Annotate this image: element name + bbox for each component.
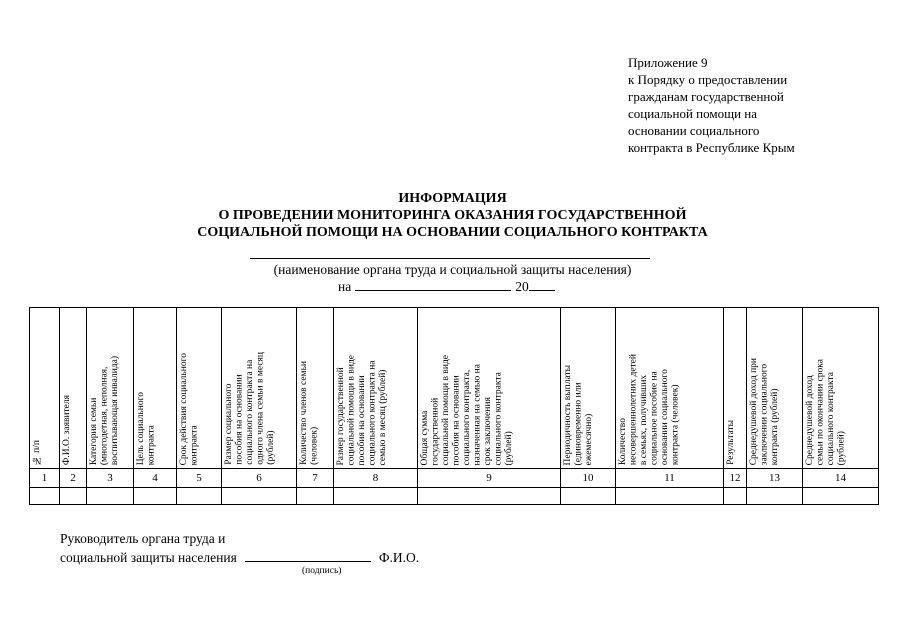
organ-caption: (наименование органа труда и социальной защиты населения) xyxy=(273,262,632,277)
data-cell xyxy=(87,488,134,505)
header-cell xyxy=(87,308,134,469)
header-cell xyxy=(134,308,177,469)
signature-blank xyxy=(245,548,371,562)
column-number: 9 xyxy=(418,469,561,488)
column-number: 14 xyxy=(803,469,879,488)
data-cell xyxy=(334,488,418,505)
header-text: Ф.И.О. заявителя xyxy=(62,394,72,465)
header-cell xyxy=(334,308,418,469)
appendix-line: социальной помощи на xyxy=(628,106,758,121)
data-cell xyxy=(747,488,803,505)
date-prefix: на xyxy=(338,279,352,294)
header-row xyxy=(30,308,879,469)
column-number: 1 xyxy=(30,469,60,488)
signature-line2-row xyxy=(60,548,419,567)
signature-line2: социальной защиты населения xyxy=(60,550,237,565)
signature-line1: Руководитель органа труда и xyxy=(60,531,226,546)
appendix-line: к Порядку о предоставлении xyxy=(628,72,788,87)
data-cell xyxy=(724,488,747,505)
header-cell xyxy=(177,308,222,469)
column-number: 4 xyxy=(134,469,177,488)
data-cell xyxy=(134,488,177,505)
header-cell xyxy=(724,308,747,469)
appendix-line: гражданам государственной xyxy=(628,89,784,104)
column-number: 13 xyxy=(747,469,803,488)
header-cell xyxy=(222,308,297,469)
date-blank xyxy=(355,277,511,291)
signature-name: Ф.И.О. xyxy=(378,550,420,565)
date-row xyxy=(338,277,555,295)
organ-name-blank xyxy=(250,258,650,259)
monitoring-table xyxy=(29,307,879,505)
column-number: 6 xyxy=(222,469,297,488)
document-title xyxy=(0,190,905,241)
header-cell xyxy=(418,308,561,469)
header-text: Цель социального контракта xyxy=(136,391,157,465)
column-number-row xyxy=(30,469,879,488)
data-cell xyxy=(616,488,724,505)
data-cell xyxy=(60,488,87,505)
column-number: 7 xyxy=(297,469,334,488)
header-cell xyxy=(60,308,87,469)
header-text: Периодичность выплаты (единовременно или ежемесячно) xyxy=(563,364,594,465)
header-text: Количество несовершеннолетних детей в семьях, получивших социальное пособие на основании социального контракта (человек) xyxy=(618,353,681,465)
data-cell xyxy=(177,488,222,505)
column-number: 2 xyxy=(60,469,87,488)
appendix-block xyxy=(628,54,888,156)
header-text: Количество членов семьи (человек) xyxy=(299,361,320,465)
data-cell xyxy=(561,488,616,505)
header-text: № п/п xyxy=(32,439,42,465)
data-cell xyxy=(803,488,879,505)
header-text: Размер социального пособия на основании социального контракта на одного члена семьи в месяц (рублей) xyxy=(224,352,276,465)
year-blank xyxy=(529,277,555,291)
header-text: Размер государственной социальной помощи в виде пособия на основании социального контракта на семью в месяц (рублей) xyxy=(336,354,388,465)
signature-block xyxy=(60,530,419,567)
column-number: 3 xyxy=(87,469,134,488)
title-line: О ПРОВЕДЕНИИ МОНИТОРИНГА ОКАЗАНИЯ ГОСУДАРСТВЕННОЙ xyxy=(218,208,687,223)
column-number: 11 xyxy=(616,469,724,488)
data-cell xyxy=(297,488,334,505)
header-text: Результаты xyxy=(726,420,736,465)
column-number: 10 xyxy=(561,469,616,488)
header-text: Среднедушевой доход семьи по окончании срока социального контракта (рублей) xyxy=(805,358,847,465)
header-text: Общая сумма государственной социальной помощи в виде пособия на основании социального контракта, назначенная на семью на срок заключения социального контракта (рублей) xyxy=(420,354,514,465)
header-text: Срок действия социального контракта xyxy=(179,352,200,465)
header-cell xyxy=(30,308,60,469)
date-year: 20 xyxy=(515,279,529,294)
header-cell xyxy=(297,308,334,469)
data-cell xyxy=(30,488,60,505)
title-line: СОЦИАЛЬНОЙ ПОМОЩИ НА ОСНОВАНИИ СОЦИАЛЬНОГО КОНТРАКТА xyxy=(197,225,708,240)
header-text: Среднедушевой доход при заключении социального контракта (рублей) xyxy=(749,357,780,465)
header-cell xyxy=(747,308,803,469)
header-text: Категория семьи (многодетная, неполная, воспитывающая инвалида) xyxy=(89,355,120,465)
title-line: ИНФОРМАЦИЯ xyxy=(398,191,507,206)
data-cell xyxy=(222,488,297,505)
column-number: 5 xyxy=(177,469,222,488)
appendix-line: Приложение 9 xyxy=(628,55,708,70)
column-number: 8 xyxy=(334,469,418,488)
header-cell xyxy=(616,308,724,469)
appendix-line: контракта в Республике Крым xyxy=(628,140,795,155)
column-number: 12 xyxy=(724,469,747,488)
data-cell xyxy=(418,488,561,505)
header-cell xyxy=(803,308,879,469)
empty-data-row xyxy=(30,488,879,505)
signature-caption: (подпись) xyxy=(302,566,342,576)
appendix-line: основании социального xyxy=(628,123,760,138)
header-cell xyxy=(561,308,616,469)
